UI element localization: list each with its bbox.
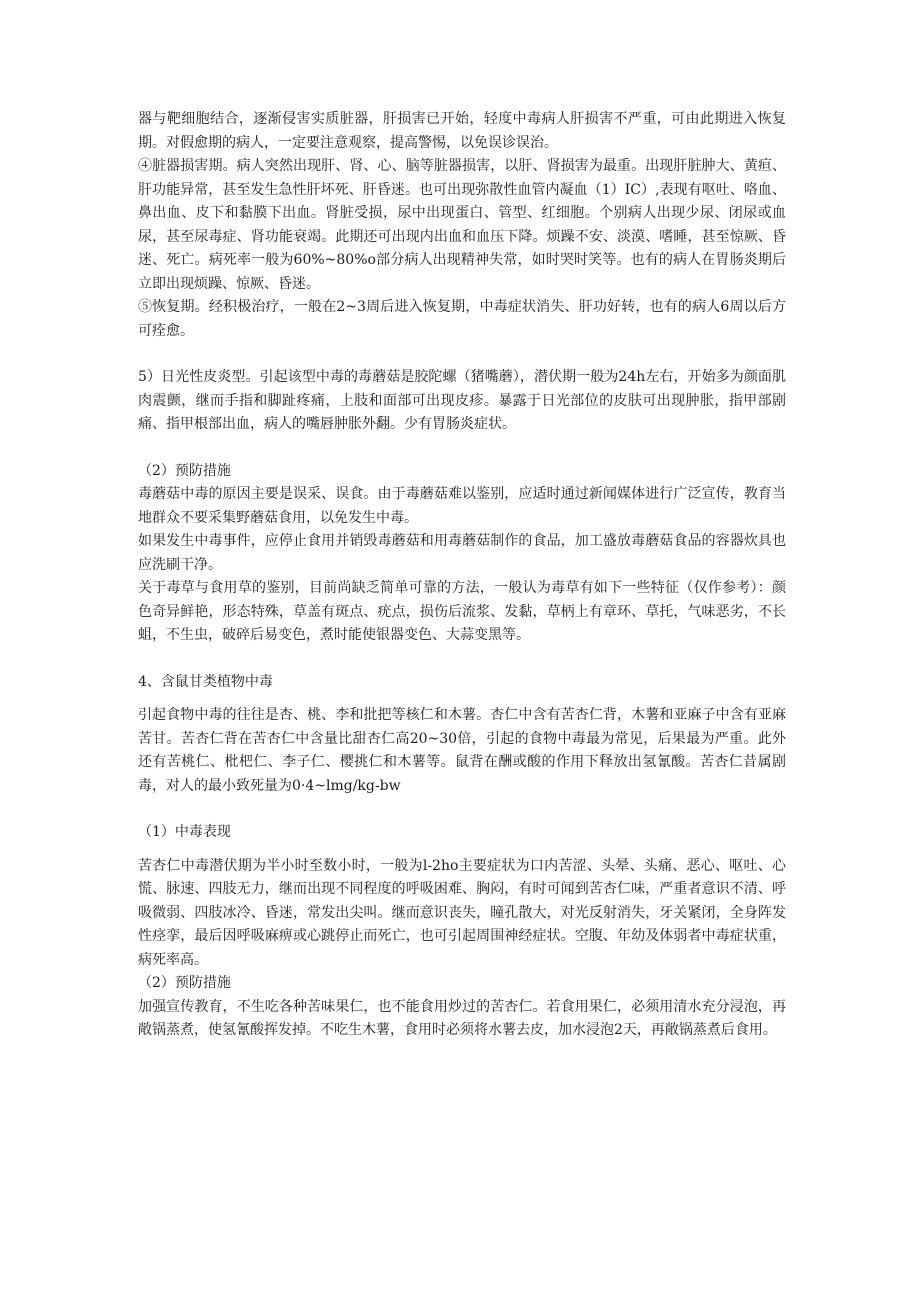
paragraph-prevention-3: 关于毒草与食用草的鉴别，目前尚缺乏简单可靠的方法，一般认为毒草有如下一些特征（仅作参考）：颜色奇异鲜艳，形态特殊，草盖有斑点、疣点，损伤后流浆、发黏，草柄上有章环、草托，气味恶劣，不长蛆，不生虫，破碎后易变色，煮时能使银器变色、大蒜变黑等。: [138, 580, 786, 643]
document-body: [138, 108, 786, 1043]
paragraph-prevention-measures: 加强宣传教育，不生吃各种苦味果仁，也不能食用炒过的苦杏仁。若食用果仁，必须用清水充分浸泡，再敞锅蒸煮，使氢氰酸挥发掉。不吃生木薯，食用时必须将水薯去皮，加水浸泡2天，再敞锅蒸煮后食用。: [138, 998, 786, 1038]
section-heading-cyanogenic: 4、含鼠甘类植物中毒: [138, 673, 273, 690]
spacer: [138, 343, 786, 366]
paragraph-prevention-2: 如果发生中毒事件，应停止食用并销毁毒蘑菇和用毒蘑菇制作的食品，加工盛放毒蘑菇食品的容器炊具也应洗刷干净。: [138, 533, 786, 573]
section-heading-symptoms: （1）中毒表现: [138, 824, 231, 840]
paragraph-prevention-1: 毒蘑菇中毒的原因主要是误采、误食。由于毒蘑菇难以鉴别，应适时通过新闻媒体进行广泛宣传，教育当地群众不要采集野蘑菇食用，以免发生中毒。: [138, 486, 786, 526]
paragraph-symptoms: 苦杏仁中毒潜伏期为半小时至数小时，一般为l-2ho主要症状为口内苦涩、头晕、头痛、恶心、呕吐、心慌、脉速、四肢无力，继而出现不同程度的呼吸困难、胸闷，有时可闻到苦杏仁味，严重者意识不清、呼吸微弱、四肢冰冷、昏迷，常发出尖叫。继而意识丧失，瞳孔散大，对光反射消失，牙关紧闭，全身阵发性痉挛，最后因呼吸麻痹或心跳停止而死亡，也可引起周围神经症状。空腹、年幼及体弱者中毒症状重，病死率高。: [138, 857, 786, 968]
spacer: [138, 437, 786, 460]
paragraph-recovery-stage: ⑤恢复期。经积极治疗，一般在2~3周后进入恢复期，中毒症状消失、肝功好转，也有的病人6周以后方可痊愈。: [138, 299, 786, 339]
paragraph-pseudo-recovery: 器与靶细胞结合，逐渐侵害实质脏器，肝损害已开始，轻度中毒病人肝损害不严重，可由此期进入恢复期。对假愈期的病人，一定要注意观察，提高警惕，以免误诊误治。: [138, 111, 786, 151]
paragraph-solar-dermatitis: 5）日光性皮炎型。引起该型中毒的毒蘑菇是胶陀螺（猪嘴蘑），潜伏期一般为24h左右，开始多为颜面肌肉震颤，继而手指和脚趾疼痛，上肢和面部可出现皮疹。暴露于日光部位的皮肤可出现肿胀，指甲部剧痛、指甲根部出血，病人的嘴唇肿胀外翻。少有胃肠炎症状。: [138, 369, 786, 432]
paragraph-cyanogenic-intro: 引起食物中毒的往往是杏、桃、李和批把等核仁和木薯。杏仁中含有苦杏仁背，木薯和亚麻子中含有亚麻苦甘。苦杏仁背在苦杏仁中含量比甜杏仁高20~30倍，引起的食物中毒最为常见，后果最为严重。此外还有苦桃仁、枇杷仁、李子仁、樱挑仁和木薯等。鼠背在酬或酸的作用下释放出氢氰酸。苦杏仁昔属剧毒，对人的最小致死量为0·4~lmg∕kg-bw: [138, 707, 786, 794]
spacer: [138, 694, 786, 704]
spacer: [138, 648, 786, 671]
spacer: [138, 798, 786, 821]
spacer: [138, 845, 786, 855]
section-heading-prevention: （2）预防措施: [138, 462, 231, 479]
paragraph-organ-damage-stage: ④脏器损害期。病人突然出现肝、肾、心、脑等脏器损害，以肝、肾损害为最重。出现肝脏肿大、黄疸、肝功能异常，甚至发生急性肝坏死、肝昏迷。也可出现弥散性血管内凝血（1）IC）,表现有呕吐、咯血、鼻出血、皮下和黏膜下出血。肾脏受损，尿中出现蛋白、管型、红细胞。个别病人出现少尿、闭尿或血尿，甚至尿毒症、肾功能衰竭。此期还可出现内出血和血压下降。烦躁不安、淡漠、嗜睡，甚至惊厥、昏迷、死亡。病死率一般为60%~80%o部分病人出现精神失常，如时哭时笑等。也有的病人在胃肠炎期后立即出现烦躁、惊厥、昏迷。: [138, 158, 786, 292]
section-heading-prevention-2: （2）预防措施: [138, 975, 231, 991]
